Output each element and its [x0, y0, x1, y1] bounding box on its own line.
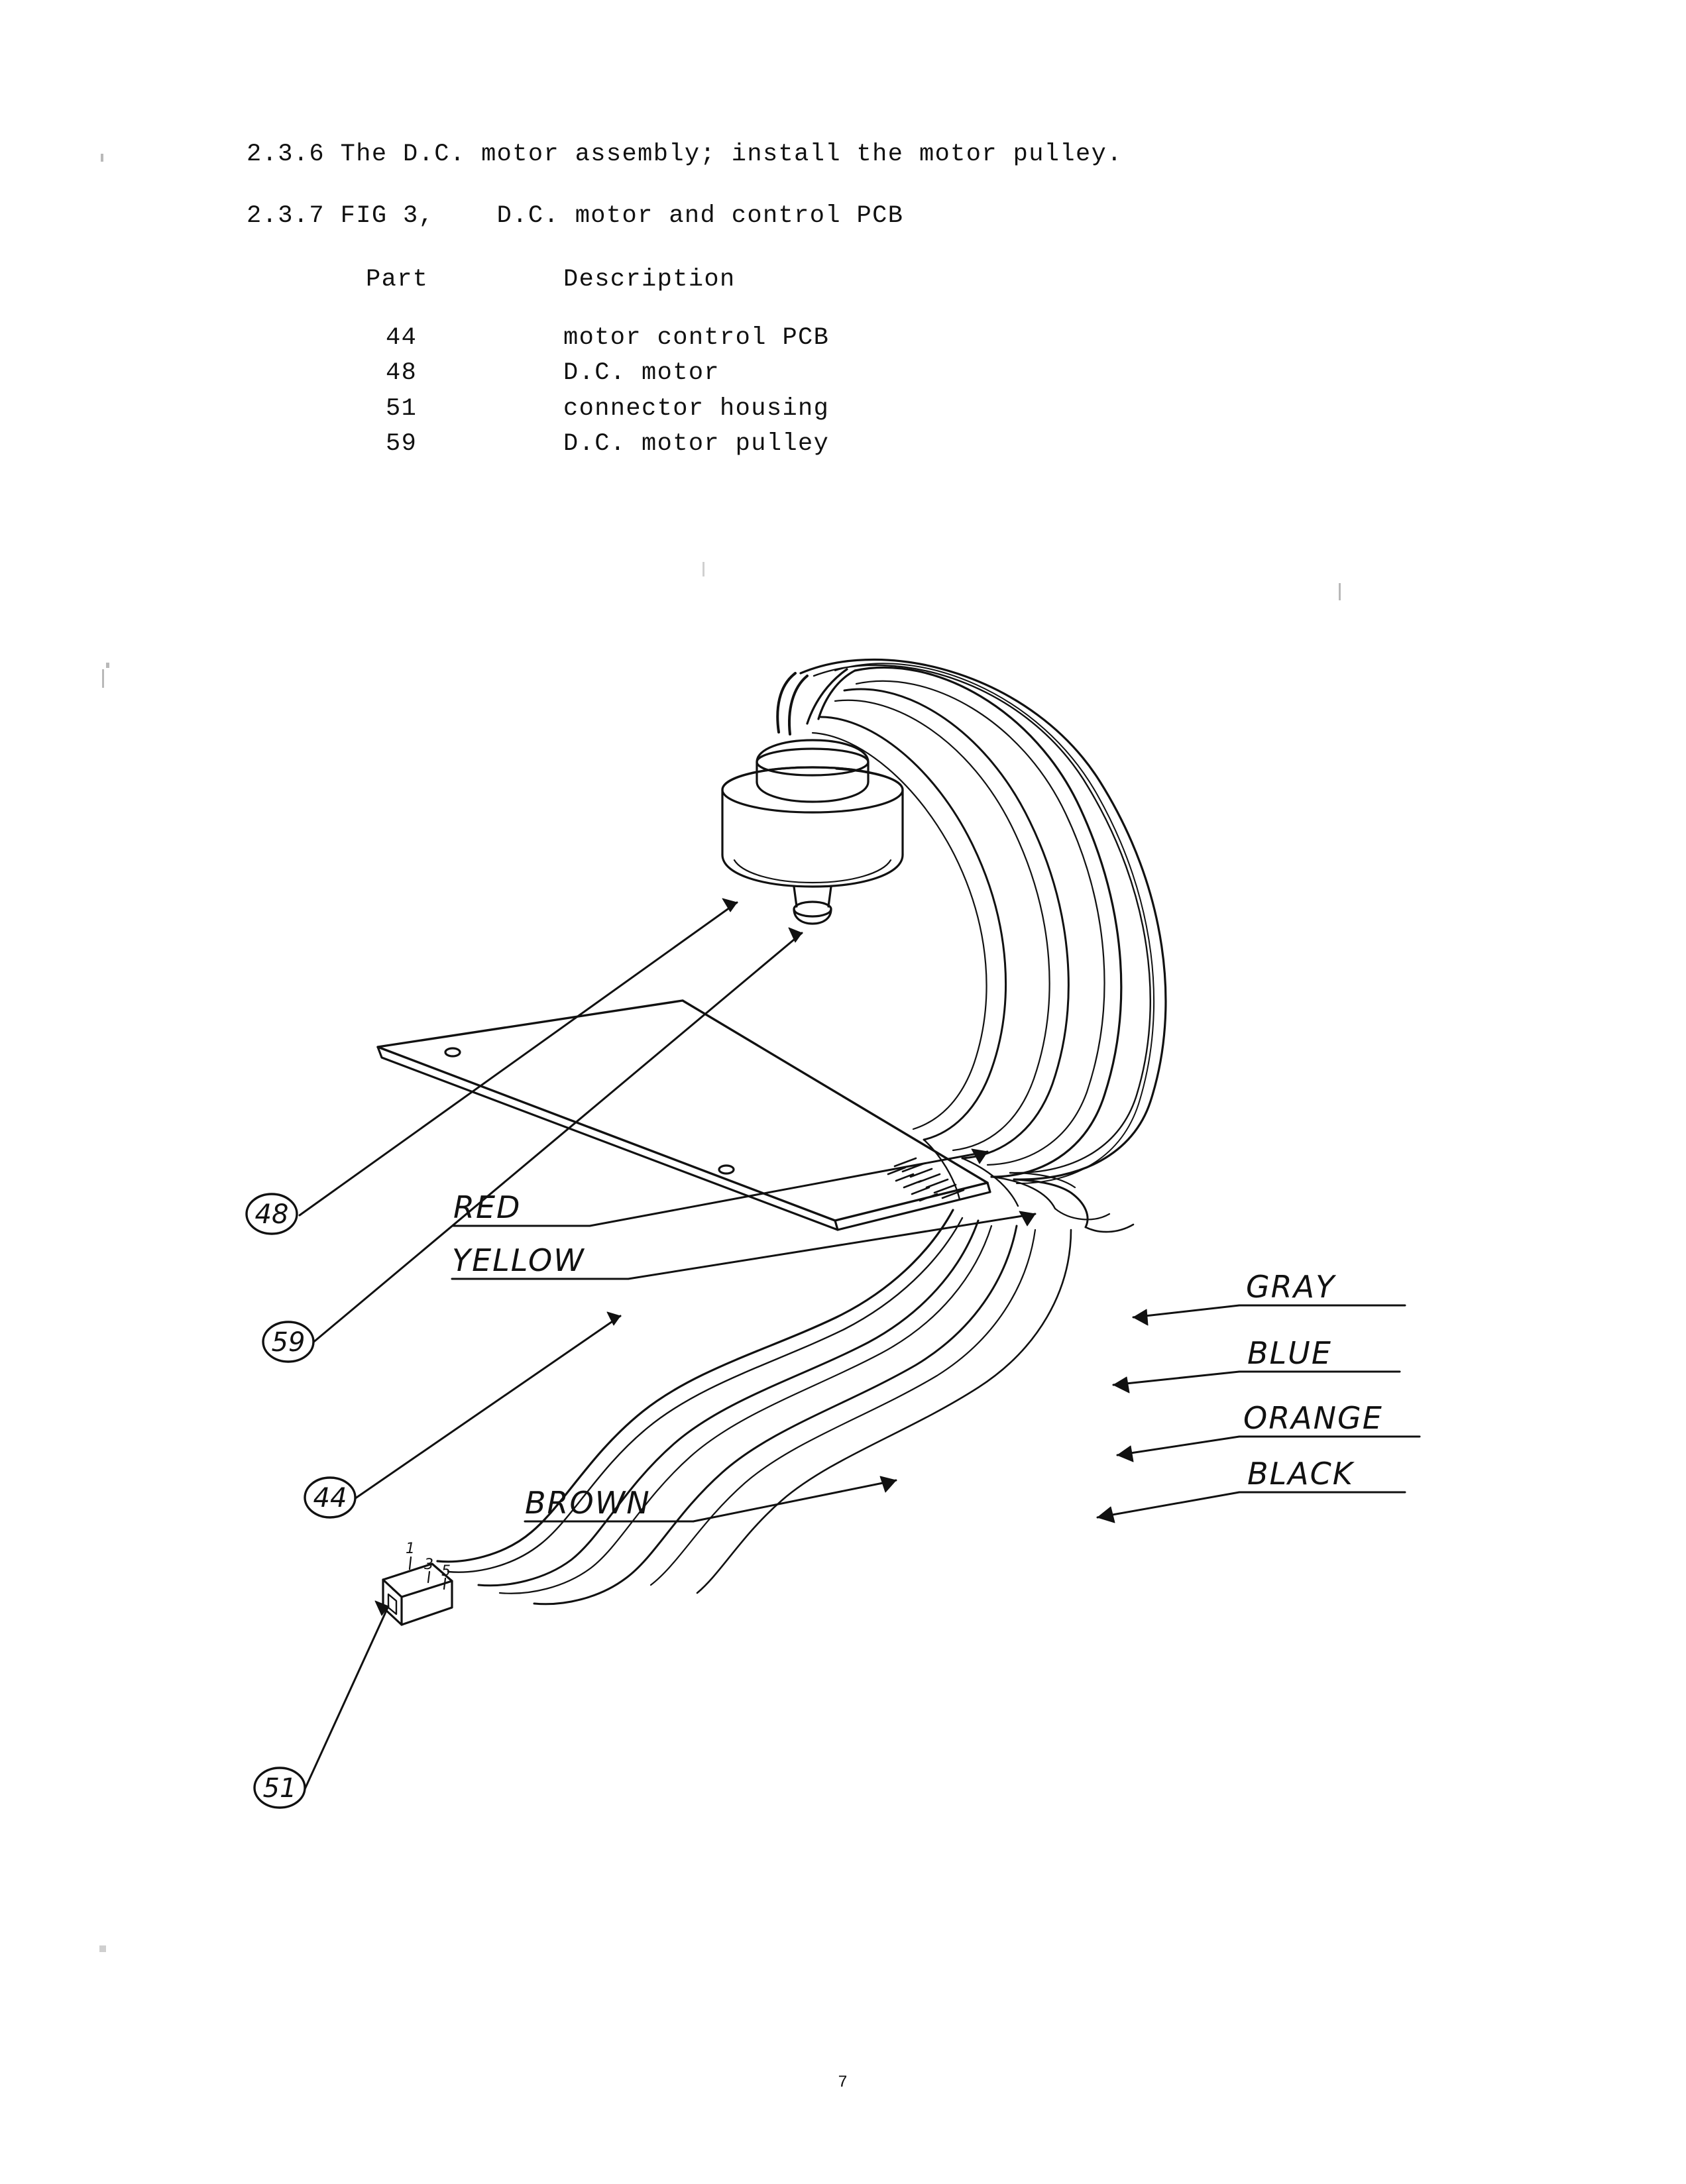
parts-table [366, 266, 829, 464]
paragraph-236-number: 2.3.6 [247, 140, 325, 168]
parts-row-2-description: connector housing [563, 394, 830, 423]
wire-label-blue: BLUE [1247, 1335, 1332, 1371]
wire-label-brown: BROWN [525, 1485, 651, 1521]
wire-label-yellow: YELLOW [452, 1242, 585, 1278]
paragraph-236-text: The D.C. motor assembly; install the motor pulley. [340, 140, 1123, 168]
wire-label-red: RED [453, 1189, 522, 1225]
scan-speck [102, 669, 104, 688]
parts-row-0-description: motor control PCB [563, 324, 830, 352]
table-row [366, 358, 829, 393]
parts-table-header-part: Part [366, 266, 429, 294]
callout-48-label: 48 [254, 1199, 289, 1230]
parts-row-1-description: D.C. motor [563, 359, 720, 388]
page-number: 7 [837, 2073, 848, 2092]
paragraph-237 [247, 204, 1439, 229]
callout-59-label: 59 [271, 1327, 306, 1358]
connector-pin-1: 1 [406, 1541, 415, 1557]
paragraph-237-number: 2.3.7 [247, 202, 325, 230]
instruction-text-block [247, 142, 1439, 464]
callout-44-label: 44 [313, 1483, 347, 1513]
parts-row-0-part: 44 [386, 324, 418, 352]
paragraph-237-text: FIG 3, D.C. motor and control PCB [340, 202, 904, 230]
paragraph-236 [247, 142, 1439, 167]
table-row [366, 394, 829, 429]
scan-speck [101, 154, 103, 162]
scan-speck [106, 663, 109, 668]
wire-label-black: BLACK [1247, 1456, 1354, 1492]
connector-pin-3: 3 [424, 1556, 433, 1573]
table-row [366, 323, 829, 358]
parts-table-header-row [366, 266, 829, 323]
connector-pin-5: 5 [441, 1563, 451, 1580]
figure-3-dc-motor-and-control-pcb [219, 543, 1478, 1842]
parts-table-header-description: Description [563, 266, 736, 294]
scan-speck [99, 1945, 106, 1952]
parts-row-2-part: 51 [386, 394, 418, 423]
table-row [366, 429, 829, 464]
parts-row-3-description: D.C. motor pulley [563, 430, 830, 459]
parts-row-3-part: 59 [386, 430, 418, 459]
parts-row-1-part: 48 [386, 359, 418, 388]
wire-label-gray: GRAY [1246, 1269, 1336, 1305]
parts-table-wrap [366, 266, 1439, 464]
wire-label-orange: ORANGE [1243, 1400, 1383, 1436]
callout-51-label: 51 [262, 1773, 297, 1804]
